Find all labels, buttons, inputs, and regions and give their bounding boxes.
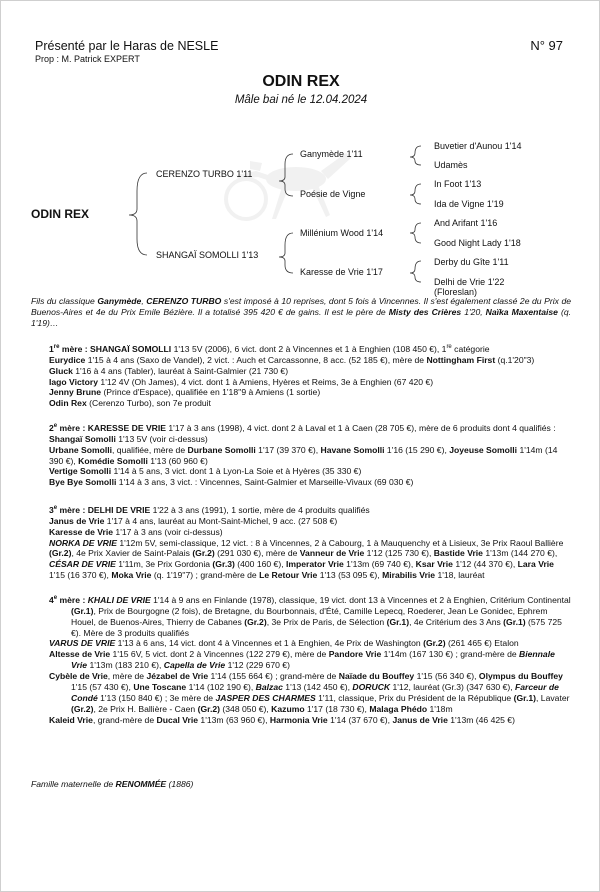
proprietor-line: Prop : M. Patrick EXPERT bbox=[35, 54, 140, 64]
family-footer: Famille maternelle de RENOMMÉE (1886) bbox=[31, 779, 194, 789]
pedigree-sire: CERENZO TURBO 1'11 bbox=[156, 169, 253, 179]
pedigree-ggp-8: Delhi de Vrie 1'22 bbox=[434, 277, 505, 287]
presenter-line: Présenté par le Haras de NESLE bbox=[35, 39, 219, 53]
pedigree-ggp-9: (Floreslan) bbox=[434, 287, 478, 297]
pedigree-ggp-6: Good Night Lady 1'18 bbox=[434, 238, 521, 248]
pedigree-ggp-7: Derby du Gîte 1'11 bbox=[434, 257, 509, 267]
second-dam-section: 2e mère : KARESSE DE VRIE 1'17 à 3 ans (1998), 4 vict. dont 2 à Laval et 1 à Caen (28 705 €), mère de 6 produits dont 4 qualifiés : Shangaï Somolli 1'13 5V (voir ci-dessus) Urbane Somolli, qualifiée, mère de Durbane Somolli 1'17 (39 370 €), Havane Somolli 1'16 (15 290 €), Joyeuse Somolli 1'14m (14 390 €), Komédie Somolli 1'13 (60 960 €) Vertige Somolli 1'14 à 5 ans, 3 vict. dont 1 à Lyon-La Soie et à Hyères (35 330 €) Bye Bye Somolli 1'14 à 3 ans, 3 vict. : Vincennes, Saint-Galmier et Marseille-Vivaux (69 030 €) bbox=[49, 422, 558, 488]
third-dam-section: 3e mère : DELHI DE VRIE 1'22 à 3 ans (1991), 1 sortie, mère de 4 produits qualifiés Janus de Vrie 1'17 à 4 ans, lauréat au Mont-Saint-Michel, 9 acc. (27 508 €) Karesse de Vrie 1'17 à 3 ans (voir ci-dessus) NORKA DE VRIE 1'12m 5V, semi-classique, 12 vict. : 8 à Vincennes, 2 à Cabourg, 1 à Mauquenchy et à Lisieux, 3e Prix Raoul Ballière (Gr.2), 4e Prix Xavier de Saint-Palais (Gr.2) (291 030 €), mère de Vanneur de Vrie 1'12 (125 730 €), Bastide Vrie 1'13m (144 270 €), CÉSAR DE VRIE 1'11m, 3e Prix Gordonia (Gr.3) (400 160 €), Imperator Vrie 1'13m (69 740 €), Ksar Vrie 1'12 (44 370 €), Lara Vrie 1'15 (16 370 €), Moka Vrie (q. 1'19''7) ; grand-mère de Le Retour Vrie 1'13 (53 095 €), Mirabilis Vrie 1'18, lauréat bbox=[49, 504, 564, 581]
pedigree-dam-dam: Karesse de Vrie 1'17 bbox=[300, 267, 383, 277]
pedigree-sire-dam: Poésie de Vigne bbox=[300, 189, 366, 199]
sire-intro-paragraph: Fils du classique Ganymède, CERENZO TURBO s'est imposé à 10 reprises, dont 5 fois à Vincennes. Il s'est également classé 2e du Prix de Buenos-Aires et 4e du Prix Emile Bézière. Il a totalisé 395 420 € de gains. Il est le père de Misty des Crières 1'20, Naïka Maxentaise (q. 1'19)… bbox=[31, 296, 572, 328]
pedigree-ggp-2: Udamès bbox=[434, 160, 468, 170]
pedigree-ggp-4: Ida de Vigne 1'19 bbox=[434, 199, 504, 209]
pedigree-subject: ODIN REX bbox=[31, 207, 90, 221]
pedigree-ggp-5: And Arifant 1'16 bbox=[434, 218, 498, 228]
pedigree-dam: SHANGAÏ SOMOLLI 1'13 bbox=[156, 250, 259, 260]
horse-description: Mâle bai né le 12.04.2024 bbox=[234, 94, 368, 106]
pedigree-dam-sire: Millénium Wood 1'14 bbox=[300, 228, 384, 238]
pedigree-sire-sire: Ganymède 1'11 bbox=[300, 149, 363, 159]
pedigree-ggp-1: Buvetier d'Aunou 1'14 bbox=[434, 141, 522, 151]
pedigree-ggp-3: In Foot 1'13 bbox=[434, 179, 482, 189]
first-dam-section: 1re mère : SHANGAÏ SOMOLLI 1'13 5V (2006), 6 vict. dont 2 à Vincennes et 1 à Enghien (108 450 €), 1re catégorie Eurydice 1'15 à 4 ans (Saxo de Vandel), 2 vict. : Auch et Carcassonne, 8 acc. (52 185 €), mère de Nottingham First (q.1'20"3) Gluck 1'16 à 4 ans (Tabler), lauréat à Saint-Galmier (21 730 €) Iago Victory 1'12 4V (Oh James), 4 vict. dont 1 à Amiens, Hyères et Reims, 3e à Enghien (67 420 €) Jenny Brune (Prince d'Espace), qualifiée en 1'18''9 à Amiens (1 sortie) Odin Rex (Cerenzo Turbo), son 7e produit bbox=[49, 343, 535, 409]
pedigree-chart bbox=[1, 1, 600, 301]
fourth-dam-section: 4e mère : KHALI DE VRIE 1'14 à 9 ans en Finlande (1978), classique, 19 vict. dont 13 à Vincennes et 2 à Enghien, Critérium Continental (Gr.1), Prix de Bourgogne (2 fois), de Bretagne, du Bourbonnais, d'Été, Camille Lepecq, Roederer, Jean Le Gonidec, Ephrem Houel, de Buenos-Aires, Thierry de Cabanes (Gr.2), 3e Prix de Paris, de Sélection (Gr.1), 4e Critérium des 3 Ans (Gr.1) (575 725 €). Mère de 3 produits qualifiés VARUS DE VRIE 1'13 à 6 ans, 14 vict. dont 4 à Vincennes et 1 à Enghien, 4e Prix de Washington (Gr.2) (261 465 €) Etalon Altesse de Vrie 1'15 6V, 5 vict. dont 2 à Vincennes (122 279 €), mère de Pandore Vrie 1'14m (167 130 €) ; grand-mère de Biennale Vrie 1'13m (183 210 €), Capella de Vrie 1'12 (229 670 €) Cybèle de Vrie, mère de Jézabel de Vrie 1'14 (155 664 €) ; grand-mère de Naïade du Bouffey 1'15 (56 340 €), Olympus du Bouffey 1'15 (57 430 €), Une Toscane 1'14 (102 190 €), Balzac 1'13 (142 450 €), DORUCK 1'12, lauréat (Gr.3) (347 630 €), Farceur de Condé 1'13 (150 840 €) ; 3e mère de JASPER DES CHARMES 1'11, classique, Prix du Président de la République (Gr.1), Lavater (Gr.2), 2e Prix H. Ballière - Caen (Gr.2) (348 050 €), Kazumo 1'17 (18 730 €), Malaga Phédo 1'18m Kaleid Vrie, grand-mère de Ducal Vrie 1'13m (63 960 €), Harmonia Vrie 1'14 (37 670 €), Janus de Vrie 1'13m (46 425 €) bbox=[49, 594, 571, 725]
lot-number: N° 97 bbox=[530, 38, 563, 53]
horse-name: ODIN REX bbox=[262, 73, 340, 90]
